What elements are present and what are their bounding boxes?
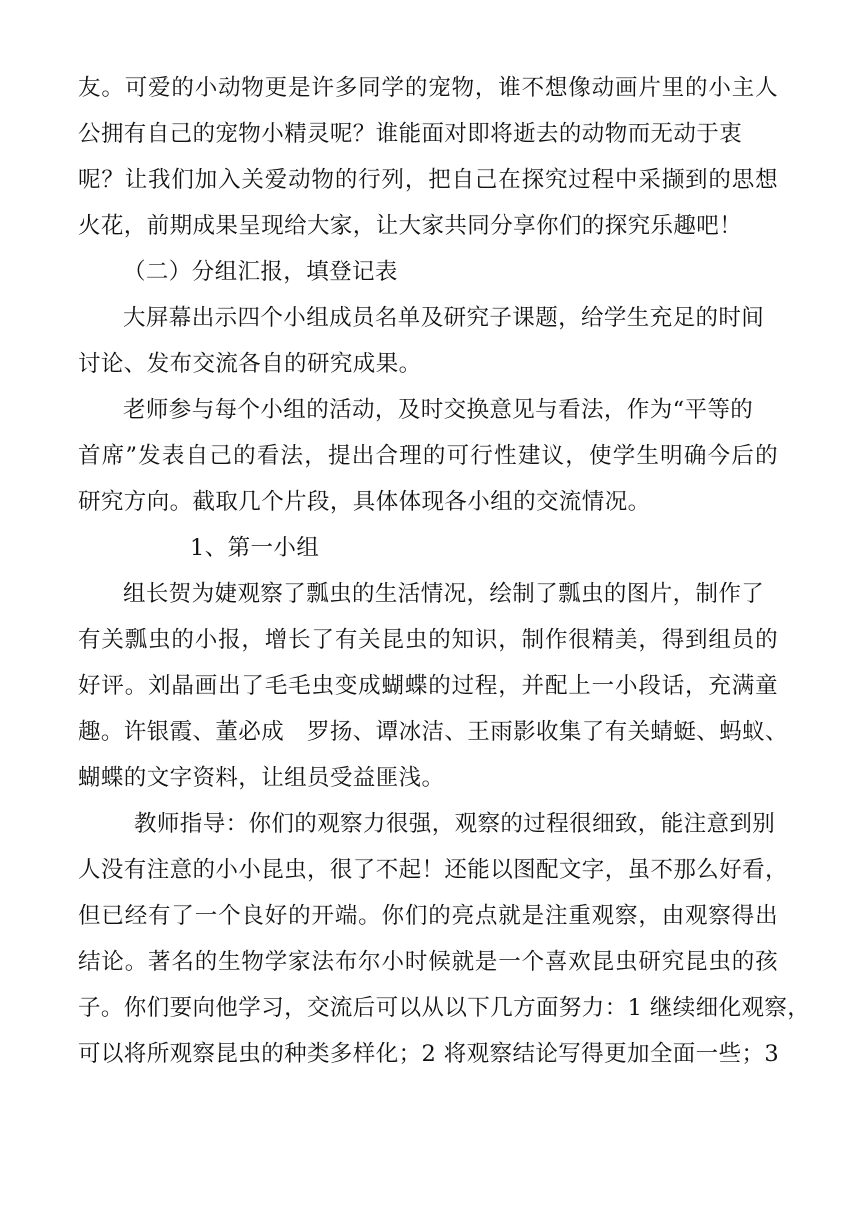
subsection-heading: 1、第一小组 [190, 535, 320, 561]
text-line: 结论。著名的生物学家法布尔小时候就是一个喜欢昆虫研究昆虫的孩 [78, 949, 778, 975]
text-line: 老师参与每个小组的活动，及时交换意见与看法，作为“平等的 [123, 397, 754, 423]
text-line: 组长贺为婕观察了瓢虫的生活情况，绘制了瓢虫的图片，制作了 [123, 581, 765, 607]
text-line: 子。你们要向他学习，交流后可以从以下几方面努力：1 继续细化观察， [78, 995, 811, 1021]
text-line: 但已经有了一个良好的开端。你们的亮点就是注重观察，由观察得出 [78, 903, 778, 929]
text-line: 教师指导：你们的观察力很强，观察的过程很细致，能注意到别 [134, 811, 776, 837]
text-line: 蝴蝶的文字资料，让组员受益匪浅。 [78, 765, 445, 791]
text-line: 公拥有自己的宠物小精灵呢？谁能面对即将逝去的动物而无动于衷 [78, 121, 743, 147]
text-line: 有关瓢虫的小报，增长了有关昆虫的知识，制作很精美，得到组员的 [78, 627, 778, 653]
section-heading: （二）分组汇报，填登记表 [123, 259, 398, 285]
text-line: 呢？让我们加入关爱动物的行列，把自己在探究过程中采撷到的思想 [78, 167, 778, 193]
text-line: 大屏幕出示四个小组成员名单及研究子课题，给学生充足的时间 [123, 305, 765, 331]
text-line: 友。可爱的小动物更是许多同学的宠物，谁不想像动画片里的小主人 [78, 75, 778, 101]
text-line: 可以将所观察昆虫的种类多样化；2 将观察结论写得更加全面一些；3 [78, 1041, 780, 1067]
text-line: 人没有注意的小小昆虫，很了不起！还能以图配文字，虽不那么好看， [78, 857, 788, 883]
text-line: 讨论、发布交流各自的研究成果。 [78, 351, 422, 377]
text-line: 趣。许银霞、董必成 罗扬、谭冰洁、王雨影收集了有关蜻蜓、蚂蚁、 [78, 719, 788, 745]
text-line: 火花，前期成果呈现给大家，让大家共同分享你们的探究乐趣吧！ [78, 213, 743, 239]
text-line: 好评。刘晶画出了毛毛虫变成蝴蝶的过程，并配上一小段话，充满童 [78, 673, 778, 699]
text-line: 研究方向。截取几个片段，具体体现各小组的交流情况。 [78, 489, 651, 515]
text-line: 首席”发表自己的看法，提出合理的可行性建议，使学生明确今后的 [78, 443, 778, 469]
